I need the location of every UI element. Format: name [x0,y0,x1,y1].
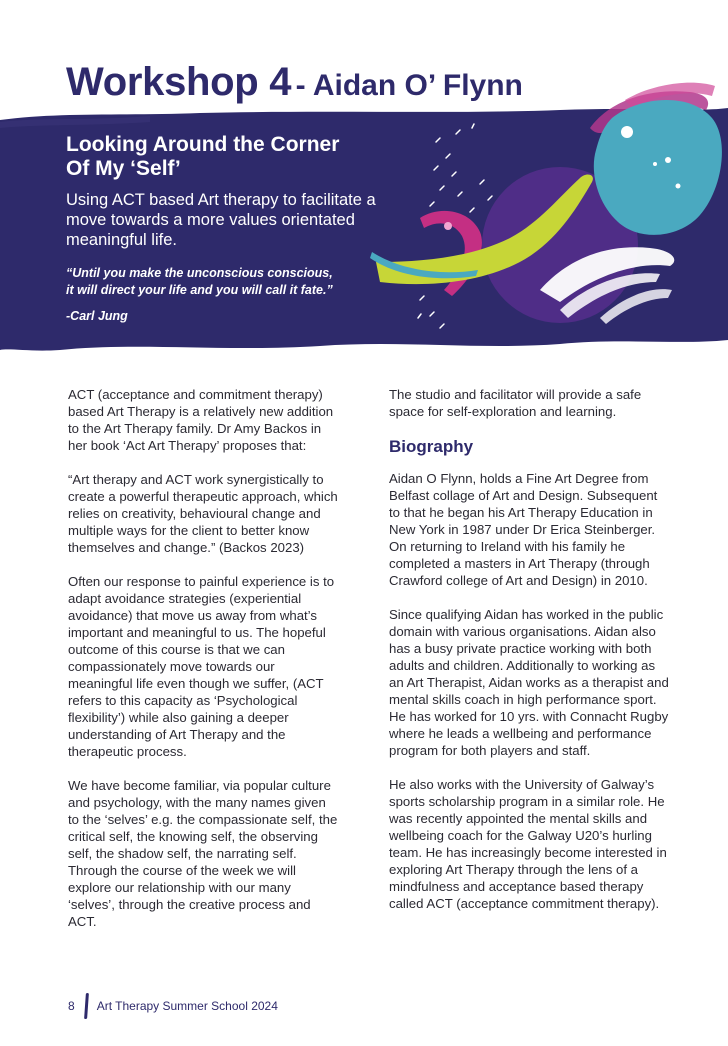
body-right-column [389,386,669,929]
paragraph: Since qualifying Aidan has worked in the public domain with various organisations. Aidan also has a busy private practice working with both adults and children. Additionally to working as an Art Therapist, Aidan works as a therapist and mental skills coach in high performance sport. He has worked for 10 yrs. with Connacht Rugby where he leads a wellbeing and performance program for both players and staff. [389,607,669,758]
page-number: 8 [68,999,75,1013]
white-dot [653,162,657,166]
biography-heading: Biography [389,437,474,456]
paragraph: The studio and facilitator will provide a safe space for self-exploration and learning. [389,387,642,419]
white-dot [665,157,671,163]
footer-divider [84,993,89,1019]
workshop-heading-line2: Of My ‘Self’ [66,157,181,180]
white-dot [676,184,681,189]
paragraph: Aidan O Flynn, holds a Fine Art Degree from Belfast collage of Art and Design. Subsequent to that he began his Art Therapy Education in New York in 1987 under Dr Erica Steinberger. On returning to Ireland with his family he completed a masters in Art Therapy (through Crawford college of Art and Design) in 2010. [389,471,658,588]
speaker-name: - Aidan O’ Flynn [295,69,523,102]
quote-author: -Carl Jung [66,309,128,323]
paragraph: He also works with the University of Galway’s sports scholarship program in a similar role. He was recently appointed the mental skills and wellbeing coach for the Galway U20’s hurling team. He has increasingly become interested in exploring Art Therapy through the lens of a mindfulness and acceptance based therapy called ACT (acceptance commitment therapy). [389,777,667,911]
quote-line2: it will direct your life and you will call it fate.” [66,283,333,297]
page-title [66,60,523,105]
workshop-heading [66,133,386,181]
paragraph: ACT (acceptance and commitment therapy) based Art Therapy is a relatively new addition to the Art Therapy family. Dr Amy Backos in her book ‘Act Art Therapy’ proposes that: [68,387,334,453]
publication-name: Art Therapy Summer School 2024 [96,999,278,1013]
white-dot [621,126,633,138]
page-footer [68,993,278,1019]
workshop-number: Workshop 4 [66,60,292,104]
body-left-column [68,386,338,947]
paragraph: We have become familiar, via popular culture and psychology, with the many names given to the ‘selves’ e.g. the compassionate self, the critical self, the knowing self, the observing self, the shadow self, the narrating self. Through the course of the week we will explore our relationship with our many ‘selves’, through the creative process and ACT. [68,778,338,929]
paragraph: “Art therapy and ACT work synergistically to create a powerful therapeutic approach, which relies on creativity, behavioural change and multiple ways for the client to better know themselves and change.” (Backos 2023) [68,472,338,555]
paragraph: Often our response to painful experience is to adapt avoidance strategies (experiential avoidance) that move us away from what’s important and meaningful to us. The hopeful outcome of this course is that we can compassionately move towards our meaningful life even though we suffer, (ACT refers to this capacity as ‘Psychological flexibility’) while also gaining a deeper understanding of Art Therapy and the therapeutic process. [68,574,335,759]
quote-line1: “Until you make the unconscious conscious, [66,266,333,280]
workshop-heading-line1: Looking Around the Corner [66,133,340,156]
workshop-subtitle: Using ACT based Art therapy to facilitate a move towards a more values orientated meaningful life. [66,191,376,249]
quote [66,265,366,299]
banner-text [66,133,386,323]
pink-star-icon [444,222,452,230]
